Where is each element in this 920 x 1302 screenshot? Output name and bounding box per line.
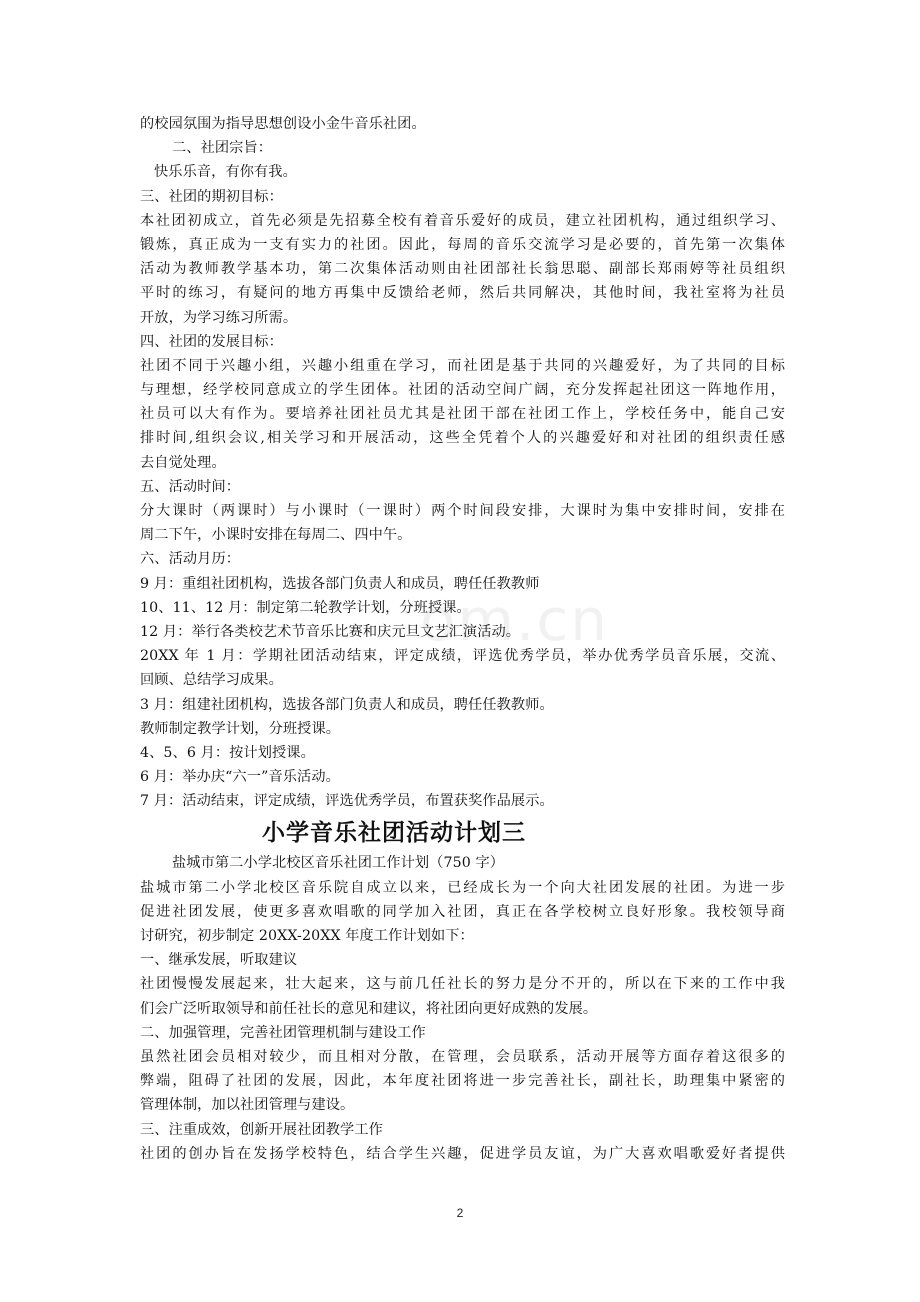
text-line: 回顾、总结学习成果。	[140, 672, 283, 689]
text-line: 开放，为学习练习所需。	[140, 309, 298, 326]
page-number: 2	[456, 1206, 464, 1220]
text-line: 去自觉处理。	[140, 454, 226, 471]
calendar-item: 3 月：组建社团机构，选拔各部门负责人和成员，聘任任教教师。	[140, 696, 554, 713]
heading-line: 二、加强管理，完善社团管理机制与建设工作	[140, 1024, 426, 1041]
text-line: 本社团初成立，首先必须是先招募全校有着音乐爱好的成员，建立社团机构，通过组织学习、	[140, 212, 785, 229]
heading-line: 一、继承发展，听取建议	[140, 952, 298, 969]
calendar-item: 4、5、6 月：按计划授课。	[140, 744, 315, 761]
heading-line: 五、活动时间：	[140, 478, 241, 495]
calendar-item: 12 月：举行各类校艺术节音乐比赛和庆元旦文艺汇演活动。	[140, 623, 521, 640]
text-line: 活动为教师教学基本功，第二次集体活动则由社团部社长翁思聪、副部长郑雨婷等社员组织	[140, 261, 785, 278]
watermark: om.cn	[420, 586, 610, 654]
text-line: 促进社团发展，使更多喜欢唱歌的同学加入社团，真正在各学校树立良好形象。我校领导商	[140, 903, 785, 920]
text-line: 社团不同于兴趣小组，兴趣小组重在学习，而社团是基于共同的兴趣爱好，为了共同的目标	[140, 357, 785, 374]
text-line: 与理想，经学校同意成立的学生团体。社团的活动空间广阔，充分发挥起社团这一阵地作用，	[140, 382, 785, 399]
calendar-item: 20XX 年 1 月：学期社团活动结束，评定成绩，评选优秀学员，举办优秀学员音乐展，交流、	[140, 648, 785, 665]
text-line: 管理体制，加以社团管理与建设。	[140, 1097, 355, 1114]
text-line: 们会广泛听取领导和前任社长的意见和建议，将社团向更好成熟的发展。	[140, 1000, 598, 1017]
text-line: 排时间,组织会议,相关学习和开展活动，这些全凭着个人的兴趣爱好和对社团的组织责任感	[140, 430, 785, 447]
calendar-item: 6 月：举办庆“六一”音乐活动。	[140, 769, 340, 786]
text-line: 弊端，阻碍了社团的发展，因此，本年度社团将进一步完善社长，副社长，助理集中紧密的	[140, 1073, 785, 1090]
heading-line: 三、社团的期初目标：	[140, 188, 283, 205]
text-line: 讨研究，初步制定 20XX-20XX 年度工作计划如下：	[140, 928, 474, 944]
calendar-item: 7 月：活动结束，评定成绩，评选优秀学员，布置获奖作品展示。	[140, 793, 554, 810]
text-line: 盐城市第二小学北校区音乐院自成立以来，已经成长为一个向大社团发展的社团。为进一步	[140, 879, 785, 896]
text-line: 社团慢慢发展起来，壮大起来，这与前几任社长的努力是分不开的，所以在下来的工作中我	[140, 976, 785, 993]
calendar-item: 9 月：重组社团机构，选拔各部门负责人和成员，聘任任教教师	[140, 575, 540, 592]
text-line: 平时的练习，有疑问的地方再集中反馈给老师，然后共同解决，其他时间，我社室将为社员	[140, 285, 785, 302]
heading-line: 三、注重成效，创新开展社团教学工作	[140, 1121, 383, 1138]
heading-line: 六、活动月历：	[140, 551, 241, 568]
document-body	[140, 112, 785, 1166]
text-line: 分大课时（两课时）与小课时（一课时）两个时间段安排，大课时为集中安排时间，安排在	[140, 503, 785, 519]
text-line: 锻炼，真正成为一支有实力的社团。因此，每周的音乐交流学习是必要的，首先第一次集体	[140, 236, 785, 253]
text-line: 社员可以大有作为。要培养社团社员尤其是社团干部在社团工作上，学校任务中，能自己安	[140, 406, 785, 423]
section-title: 小学音乐社团活动计划三	[262, 820, 526, 847]
text-line: 快乐乐音，有你有我。	[154, 164, 297, 181]
text-line: 周二下午，小课时安排在每周二、四中午。	[140, 527, 412, 544]
text-line: 虽然社团会员相对较少，而且相对分散，在管理，会员联系，活动开展等方面存着这很多的	[140, 1048, 785, 1065]
text-line: 的校园氛围为指导思想创设小金牛音乐社团。	[140, 116, 426, 132]
calendar-item: 10、11、12 月：制定第二轮教学计划，分班授课。	[140, 599, 471, 616]
subtitle-line: 盐城市第二小学北校区音乐社团工作计划（750 字）	[172, 855, 505, 872]
heading-line: 四、社团的发展目标：	[140, 333, 283, 350]
heading-line: 二、社团宗旨：	[172, 140, 273, 157]
text-line: 教师制定教学计划，分班授课。	[140, 720, 341, 737]
text-line: 社团的创办旨在发扬学校特色，结合学生兴趣，促进学员友谊，为广大喜欢唱歌爱好者提供	[140, 1145, 785, 1162]
